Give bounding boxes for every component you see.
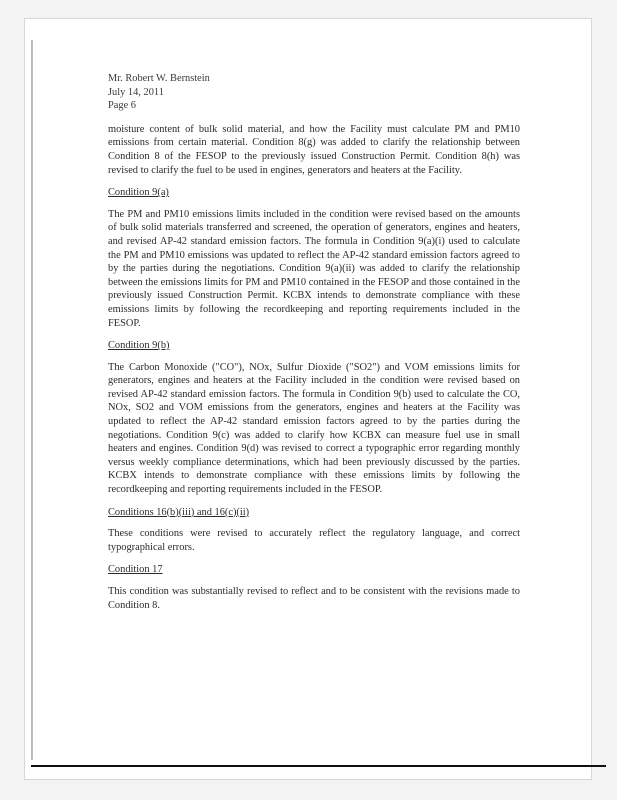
condition-9b-paragraph: The Carbon Monoxide ("CO"), NOx, Sulfur Dioxide ("SO2") and VOM emissions limits for generators, engines and heaters at the Facility included in the condition were revised based on revised AP-42 standard emission factors. The formula in Condition 9(b) used to calculate the CO, NOx, SO2 and VOM emissions from the generators, engines and heaters at the Facility was updated to reflect the AP-42 standard emission factors agreed to by the parties during the negotiations. Condition 9(c) was added to clarify how KCBX can measure fuel use in small heaters and engines. Condition 9(d) was revised to correct a typographic error regarding monthly versus weekly compliance determinations, which had been previously discussed by the parties. KCBX intends to demonstrate compliance with these emissions limits by following the recordkeeping and reporting requirements included in the FESOP. bbox=[108, 361, 520, 496]
recipient-name: Mr. Robert W. Bernstein bbox=[108, 73, 210, 84]
condition-9a-heading: Condition 9(a) bbox=[108, 187, 169, 199]
condition-17-paragraph: This condition was substantially revised to reflect and to be consistent with the revisions made to Condition 8. bbox=[108, 586, 520, 611]
condition-9a-paragraph: The PM and PM10 emissions limits included in the condition were revised based on the amounts of bulk solid materials transferred and screened, the operation of generators, engines and heaters, and revised AP-42 standard emission factors. The formula in Condition 9(a)(i) used to calculate the PM and PM10 emissions was updated to reflect the AP-42 standard emission factors agreed to by the parties during the negotiations. Condition 9(a)(ii) was added to clarify the relationship between the emissions limits for PM and PM10 contained in the FESOP and those contained in the previously issued Construction Permit. KCBX intends to demonstrate compliance with these emissions limits by following the recordkeeping and reporting requirements included in the FESOP. bbox=[108, 208, 520, 329]
bottom-scan-rule bbox=[31, 765, 606, 767]
page-number: Page 6 bbox=[108, 100, 136, 112]
condition-17-heading: Condition 17 bbox=[108, 564, 163, 576]
intro-paragraph: moisture content of bulk solid material, and how the Facility must calculate PM and PM10 emissions from certain material. Condition 8(g) was added to clarify the relationship between Condition 8 of the FESOP to the previously issued Construction Permit. Condition 8(h) was revised to clarify the fuel to be used in engines, generators and heaters at the Facility. bbox=[108, 123, 520, 176]
letter-date: July 14, 2011 bbox=[108, 86, 164, 98]
condition-9b-heading: Condition 9(b) bbox=[108, 340, 170, 352]
condition-16-heading: Conditions 16(b)(iii) and 16(c)(ii) bbox=[108, 506, 250, 518]
letter-body bbox=[108, 72, 520, 621]
condition-16-paragraph: These conditions were revised to accurately reflect the regulatory language, and correct typographical errors. bbox=[108, 528, 520, 553]
letter-header bbox=[108, 72, 520, 113]
left-scan-edge bbox=[31, 40, 33, 760]
